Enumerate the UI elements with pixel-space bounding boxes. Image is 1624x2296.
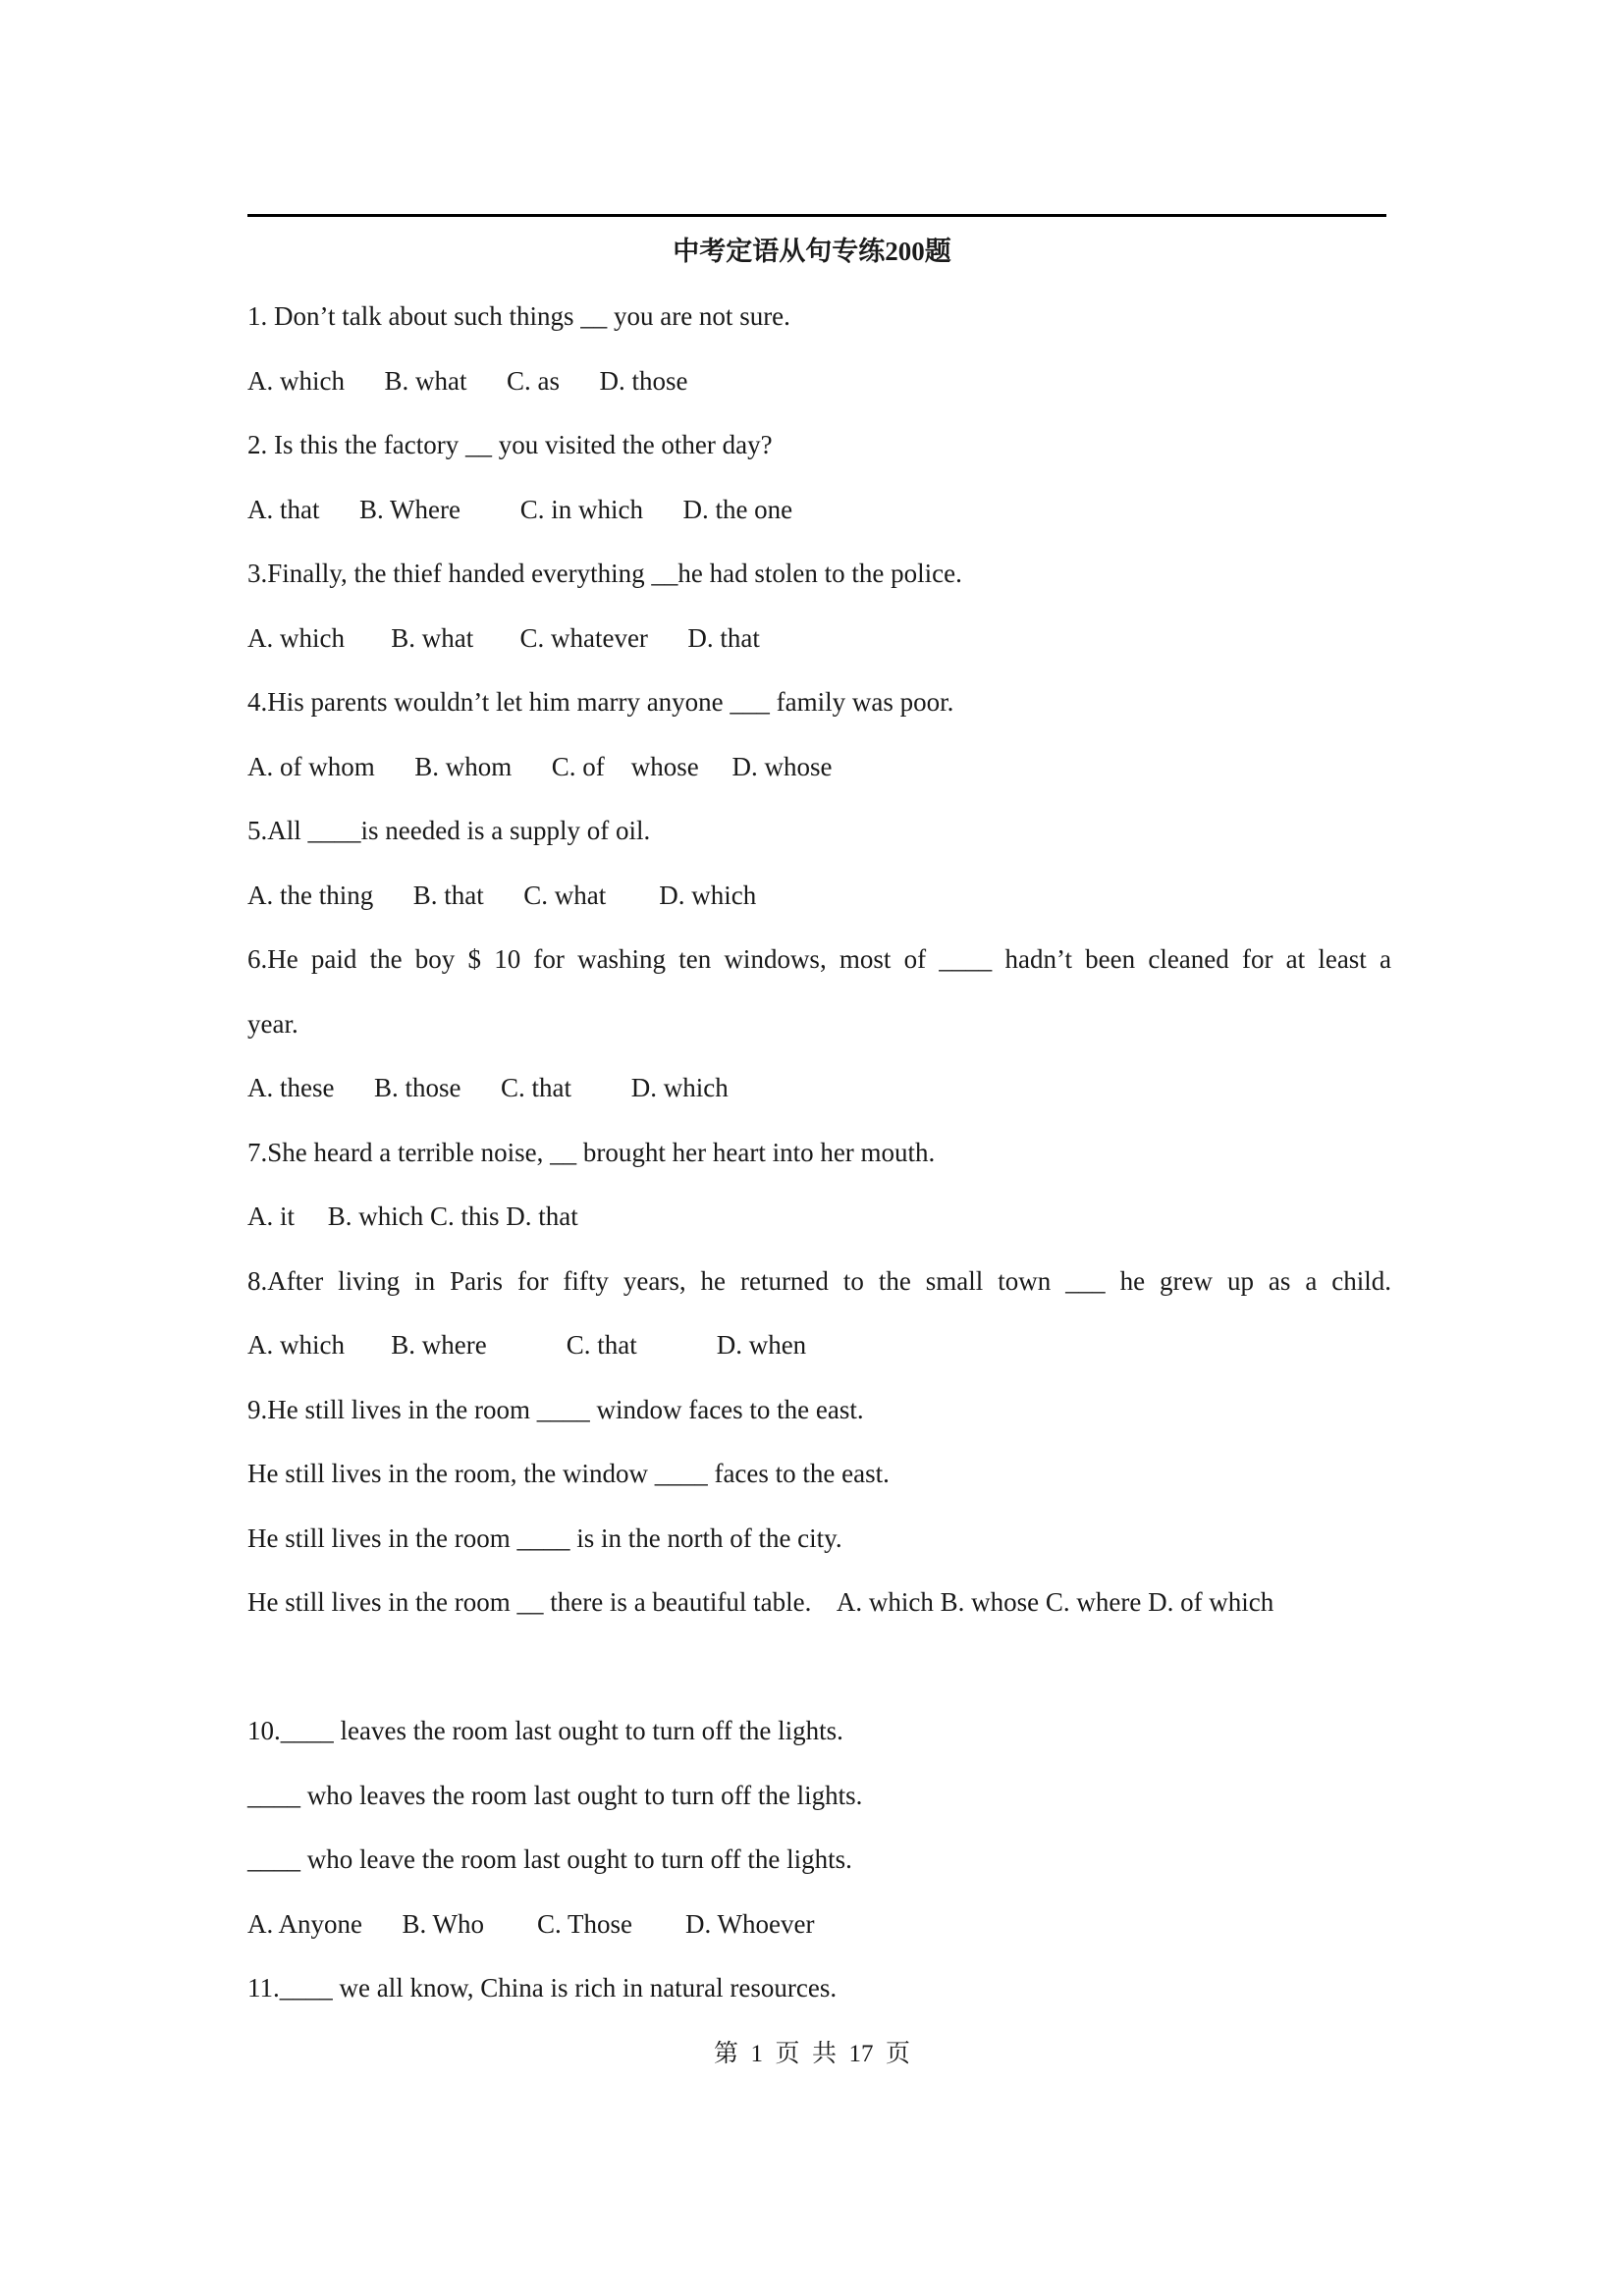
- question-5: 5.All ____is needed is a supply of oil.: [247, 816, 651, 845]
- options-2: A. that B. Where C. in which D. the one: [247, 494, 793, 524]
- question-11: 11.____ we all know, China is rich in natural resources.: [247, 1973, 838, 2002]
- document-title: 中考定语从句专练200题: [673, 237, 951, 266]
- question-9a: 9.He still lives in the room ____ window faces to the east.: [247, 1394, 864, 1424]
- question-9d-options: He still lives in the room __ there is a beautiful table. A. which B. whose C. where D. of which: [247, 1587, 1274, 1617]
- options-10: A. Anyone B. Who C. Those D. Whoever: [247, 1908, 815, 1939]
- question-list: [247, 298, 1391, 2035]
- question-6-continued: year.: [247, 1008, 298, 1039]
- options-5: A. the thing B. that C. what D. which: [247, 880, 757, 910]
- options-4: A. of whom B. whom C. of whose D. whose: [247, 751, 833, 781]
- question-8: 8.After living in Paris for fifty years, he returned to the small town ___ he grew up as a child.: [247, 1265, 1391, 1296]
- blank-line: [247, 1649, 1391, 1714]
- options-3: A. which B. what C. whatever D. that: [247, 622, 760, 653]
- question-7: 7.She heard a terrible noise, __ brought her heart into her mouth.: [247, 1137, 936, 1167]
- options-7: A. it B. which C. this D. that: [247, 1201, 578, 1231]
- question-10c: ____ who leave the room last ought to turn off the lights.: [247, 1844, 852, 1874]
- question-2: 2. Is this the factory __ you visited the other day?: [247, 430, 773, 459]
- question-10a: 10.____ leaves the room last ought to turn off the lights.: [247, 1716, 843, 1745]
- question-3: 3.Finally, the thief handed everything __he had stolen to the police.: [247, 559, 962, 588]
- question-9b: He still lives in the room, the window ____ faces to the east.: [247, 1459, 890, 1488]
- question-9c: He still lives in the room ____ is in the north of the city.: [247, 1522, 842, 1553]
- question-4: 4.His parents wouldn’t let him marry anyone ___ family was poor.: [247, 687, 954, 717]
- options-6: A. these B. those C. that D. which: [247, 1073, 729, 1102]
- header-rule: [247, 214, 1386, 217]
- page-footer: 第 1 页 共 17 页: [713, 2041, 910, 2067]
- question-6: 6.He paid the boy $ 10 for washing ten windows, most of ____ hadn’t been cleaned for at least a: [247, 944, 1391, 974]
- question-10b: ____ who leaves the room last ought to turn off the lights.: [247, 1780, 863, 1810]
- question-1: 1. Don’t talk about such things __ you are not sure.: [247, 301, 790, 331]
- options-1: A. which B. what C. as D. those: [247, 365, 688, 396]
- options-8: A. which B. where C. that D. when: [247, 1330, 807, 1360]
